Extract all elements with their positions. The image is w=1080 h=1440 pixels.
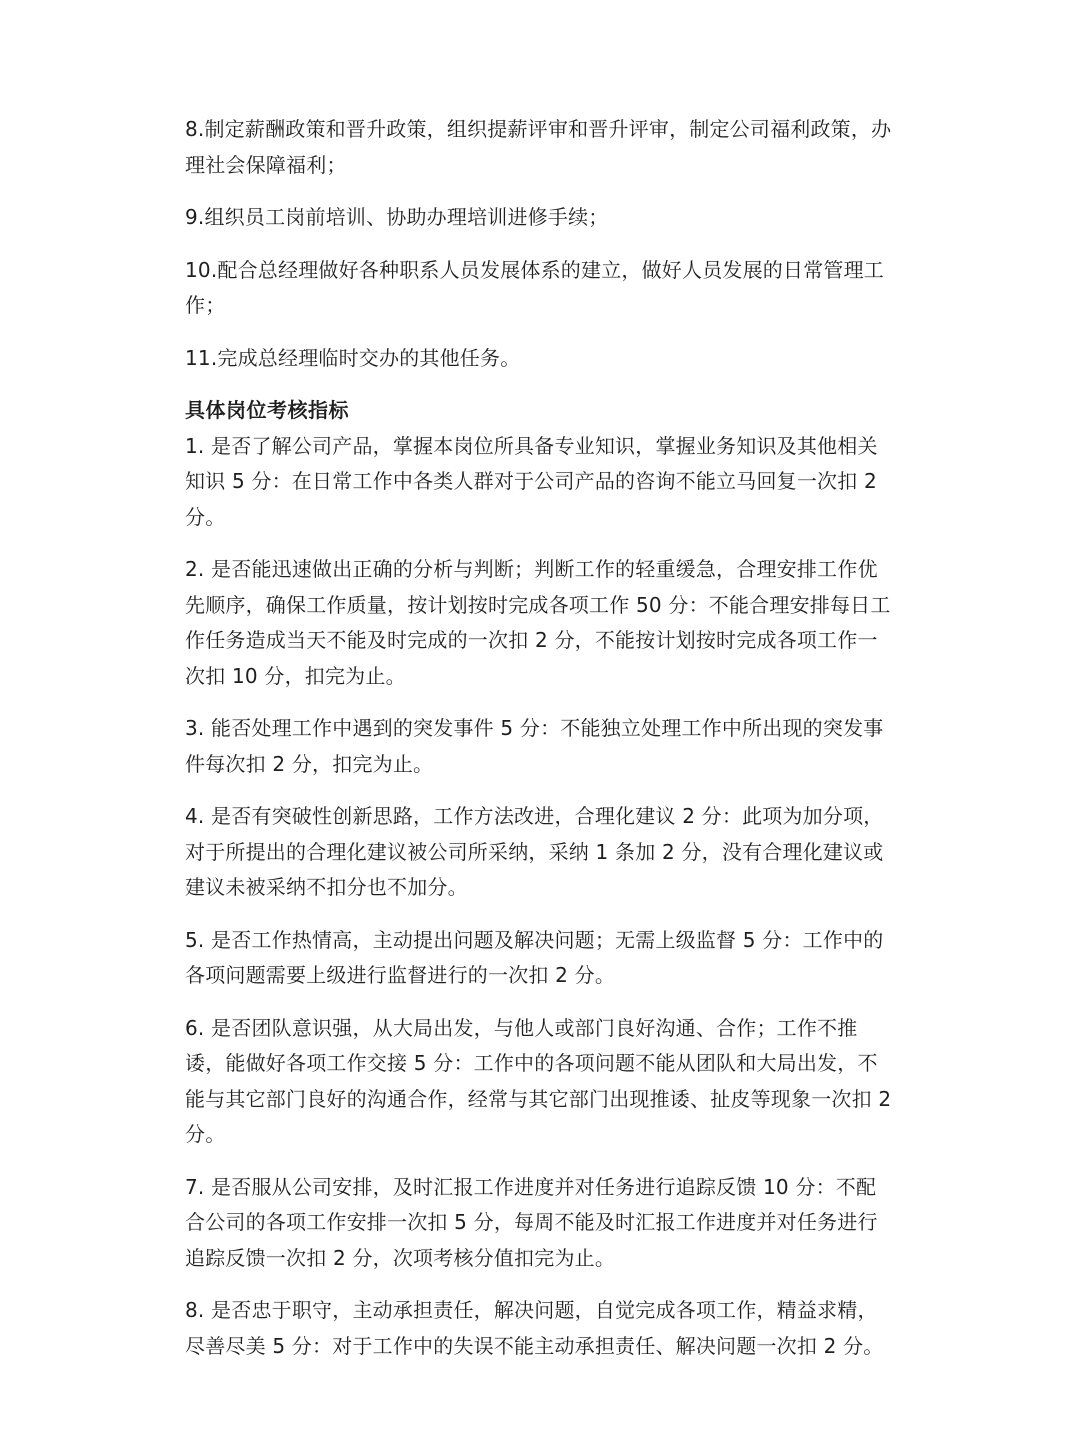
assessment-item-6: 6. 是否团队意识强，从大局出发，与他人或部门良好沟通、合作；工作不推诿，能做好各项工作交接 5 分：工作中的各项问题不能从团队和大局出发，不能与其它部门良好的沟通合作，经常与其它部门出现推诿、扯皮等现象一次扣 2 分。: [185, 1015, 892, 1146]
assessment-item-7: 7. 是否服从公司安排，及时汇报工作进度并对任务进行追踪反馈 10 分：不配合公司的各项工作安排一次扣 5 分，每周不能及时汇报工作进度并对任务进行追踪反馈一次扣 2 分，次项考核分值扣完为止。: [185, 1174, 878, 1270]
assessment-heading: 具体岗位考核指标: [185, 398, 349, 422]
duty-item-11: 11.完成总经理临时交办的其他任务。: [185, 345, 521, 370]
assessment-item-3: 3. 能否处理工作中遇到的突发事件 5 分：不能独立处理工作中所出现的突发事件每次扣 2 分，扣完为止。: [185, 716, 884, 776]
duty-item-10: 10.配合总经理做好各种职系人员发展体系的建立，做好人员发展的日常管理工作；: [185, 257, 885, 317]
duty-item-9: 9.组织员工岗前培训、协助办理培训进修手续；: [185, 205, 609, 229]
document-page: [185, 112, 895, 1381]
assessment-item-5: 5. 是否工作热情高，主动提出问题及解决问题；无需上级监督 5 分：工作中的各项问题需要上级进行监督进行的一次扣 2 分。: [185, 927, 884, 987]
duty-item-8: 8.制定薪酬政策和晋升政策，组织提薪评审和晋升评审，制定公司福利政策，办理社会保障福利；: [185, 117, 892, 177]
assessment-item-4: 4. 是否有突破性创新思路，工作方法改进，合理化建议 2 分：此项为加分项，对于所提出的合理化建议被公司所采纳，采纳 1 条加 2 分，没有合理化建议或建议未被采纳不扣分也不加分。: [185, 804, 884, 899]
assessment-item-8: 8. 是否忠于职守，主动承担责任，解决问题，自觉完成各项工作，精益求精，尽善尽美 5 分：对于工作中的失误不能主动承担责任、解决问题一次扣 2 分。: [185, 1298, 884, 1358]
assessment-item-1: 1. 是否了解公司产品，掌握本岗位所具备专业知识，掌握业务知识及其他相关知识 5 分：在日常工作中各类人群对于公司产品的咨询不能立马回复一次扣 2 分。: [185, 433, 878, 529]
assessment-item-2: 2. 是否能迅速做出正确的分析与判断；判断工作的轻重缓急，合理安排工作优先顺序，确保工作质量，按计划按时完成各项工作 50 分：不能合理安排每日工作任务造成当天不能及时完成的一次扣 2 分，不能按计划按时完成各项工作一次扣 10 分，扣完为止。: [185, 557, 891, 688]
